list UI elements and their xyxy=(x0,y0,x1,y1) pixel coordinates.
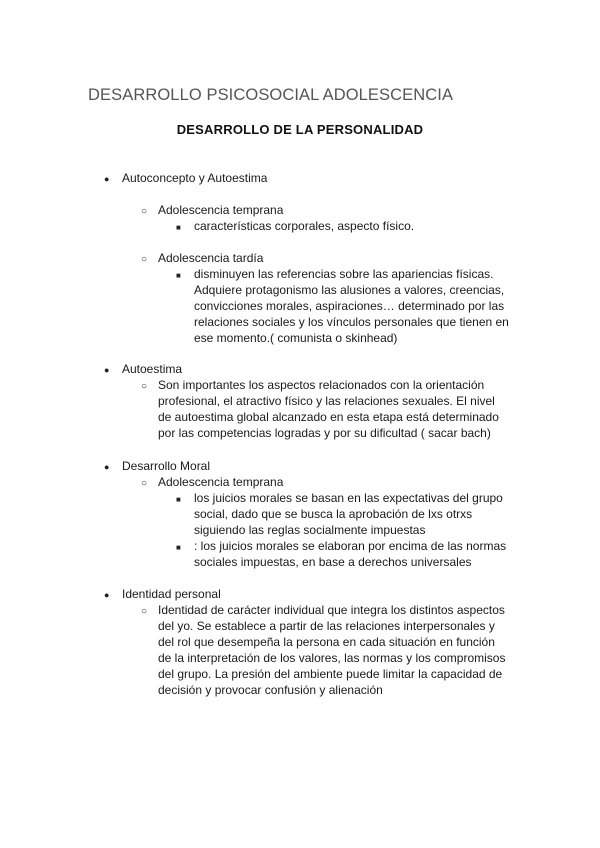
list-item-text: sociales impuestas, en base a derechos universales xyxy=(194,555,472,569)
list-item-text: siguiendo las reglas socialmente impuestas xyxy=(194,523,426,537)
section-title: DESARROLLO DE LA PERSONALIDAD xyxy=(176,122,424,137)
list-item-text: Identidad de carácter individual que integra los distintos aspectos xyxy=(158,603,505,617)
list-item-text: del yo. Se establece a partir de las relaciones interpersonales y xyxy=(158,619,495,633)
list-item-text: del rol que desempeña la persona en cada situación en función xyxy=(158,635,495,649)
level3-bullet xyxy=(176,267,181,284)
list-item-text: del grupo. La presión del ambiente puede limitar la capacidad de xyxy=(158,667,503,681)
list-item-text: de autoestima global alcanzado en esta etapa está determinado xyxy=(158,410,499,424)
list-item-text: los juicios morales se basan en las expectativas del grupo xyxy=(194,491,503,505)
level3-bullet xyxy=(176,539,181,556)
level1-bullet xyxy=(104,171,109,187)
list-item-text: características corporales, aspecto físico. xyxy=(194,219,415,233)
list-heading-identidad: Identidad personal xyxy=(122,587,221,601)
list-heading-autoestima: Autoestima xyxy=(122,362,183,376)
level2-bullet xyxy=(141,203,147,220)
level1-bullet xyxy=(104,587,109,603)
list-heading-moral: Desarrollo Moral xyxy=(122,459,211,473)
list-item-text: por las competencias logradas y por su dificultad ( sacar bach) xyxy=(158,426,491,440)
list-item-text: convicciones morales, aspiraciones… determinado por las xyxy=(194,299,505,313)
list-item-text: social, dado que se busca la aprobación de lxs otrxs xyxy=(194,507,473,521)
list-item-text: : los juicios morales se elaboran por encima de las normas xyxy=(194,539,507,553)
level3-bullet xyxy=(176,491,181,508)
level1-bullet xyxy=(104,459,109,475)
list-item-text: profesional, el atractivo físico y las relaciones sexuales. El nivel xyxy=(158,394,495,408)
list-item-text: Son importantes los aspectos relacionados con la orientación xyxy=(158,378,485,392)
level2-bullet xyxy=(141,475,147,492)
sublist-heading-temprana: Adolescencia temprana xyxy=(158,203,284,217)
level2-bullet xyxy=(141,378,147,395)
level2-bullet xyxy=(141,603,147,620)
document-title: DESARROLLO PSICOSOCIAL ADOLESCENCIA xyxy=(88,86,454,104)
list-item-text: disminuyen las referencias sobre las apariencias físicas. xyxy=(194,267,494,281)
sublist-heading-temprana: Adolescencia temprana xyxy=(158,475,284,489)
list-item-text: relaciones sociales y los vínculos personales que tienen en xyxy=(194,315,509,329)
list-item-text: Adquiere protagonismo las alusiones a valores, creencias, xyxy=(194,283,505,297)
list-item-text: ese momento.( comunista o skinhead) xyxy=(194,331,398,345)
level3-bullet xyxy=(176,219,181,236)
list-item-text: decisión y provocar confusión y alienación xyxy=(158,683,383,697)
sublist-heading-tardia: Adolescencia tardía xyxy=(158,251,264,265)
list-heading-autoconcepto: Autoconcepto y Autoestima xyxy=(122,171,268,185)
level2-bullet xyxy=(141,251,147,268)
level1-bullet xyxy=(104,362,109,378)
list-item-text: de la interpretación de los valores, las normas y los compromisos xyxy=(158,651,506,665)
